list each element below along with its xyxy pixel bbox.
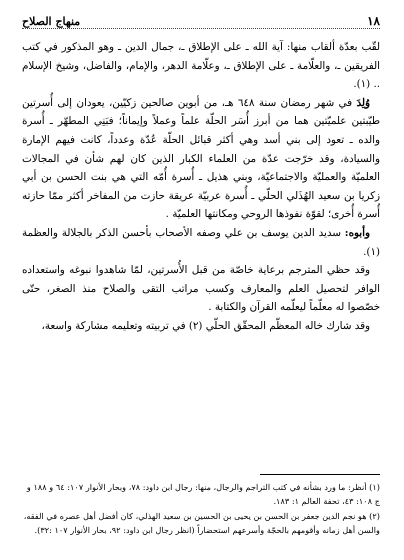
footnote-divider bbox=[260, 474, 380, 475]
paragraph-father bbox=[22, 224, 380, 261]
footnote-2: (٢) هو نجم الدين جعفر بن الحسن بن يحيى بن الحسين بن سعيد الهذلي، كان أفضل أهل عصره في الفقه، والسن أهل زمانه وأقومهم بالحجّة وأسرعهم استحضاراً (انظر رجال ابن داود: ٩٢، بحار الأنوار ١٠٧ :٣٢). bbox=[23, 511, 380, 535]
footnote-1: (١) أنظر: ما ورد بشأنه في كتب التراجم والرجال، منها: رجال ابن داود: ٧٨، وبحار الأنوار ١٠٧: ٦٤ و ١٨٨ و ج ١٠٨: ٤٣، تحفة العالم ١: ١٨٣. bbox=[26, 482, 380, 506]
running-header bbox=[22, 10, 380, 29]
father-text: سديد الدين يوسف بن علي وصفه الأصحاب بأحسن الذكر بالجلالة والعظمة (١). bbox=[22, 226, 380, 258]
birth-text: في شهر رمضان سنة ٦٤٨ هـ، من أبوين صالحين زكيّين، يعودان إلى أُسرتين طيّبتين علميّتين هما من أبرز أُسَر الحلّة علماً وعملاً وإيماناً؛ فبَنِي المطهّر ـ أُسرة والده ـ تعود إلى بني أسد وهي أكثر قبائل الحلّة عُدّة وعدداً، كانت فيهم الإمارة والسيادة، وقد خرّجت عدّة من العلماء الكبار الذين كان لهم شأن في المجالات العلميّة والعمليّة والاجتماعيّة، وبني هذيل ـ أُسرة أُمّه التي هي بنت الحسن بن أبي زكريا بن سعيد الهُذَلي الحلّي ـ أُسرة عربيّة عريقة حازت من المفاخر أكثر ممّا حازته أُسرة أُخرى؛ لقوّة نفوذها الروحي ومكانتها العلميّة . bbox=[22, 96, 380, 221]
main-text bbox=[22, 38, 380, 336]
paragraph-care: وقد حظي المترجم برعاية خاصّة من قبل الأُسرتين، لمّا شاهدوا نبوغه واستعداده الوافر لتحصيل العلم والمعارف وكسب مراتب التقى والصلاح منذ الصغر، حتّى خصّصوا له معلّماً ليعلّمه القرآن والكتابة . bbox=[22, 264, 380, 314]
footnotes bbox=[22, 474, 380, 539]
running-title: منهاج الصلاح bbox=[22, 15, 81, 28]
father-lead: وأبوه: bbox=[344, 226, 370, 239]
page-number: ١٨ bbox=[367, 14, 380, 28]
paragraph-titles: لقّب بعدّة ألقاب منها: آية الله ـ على الإطلاق ـ، جمال الدين ـ وهو المذكور في كتب الفريقين ـ، والعلّامة ـ على الإطلاق ـ، وعلّامة الدهر، والإمام، والفاضل، وشيخ الإسلام .. (١). bbox=[22, 41, 380, 91]
paragraph-uncle: وقد شارك خاله المعظّم المحقّق الحلّي (٢) في تربيته وتعليمه مشاركة واسعة، bbox=[41, 319, 370, 332]
paragraph-birth bbox=[22, 94, 380, 224]
birth-lead: وُلِدَ bbox=[356, 96, 370, 109]
